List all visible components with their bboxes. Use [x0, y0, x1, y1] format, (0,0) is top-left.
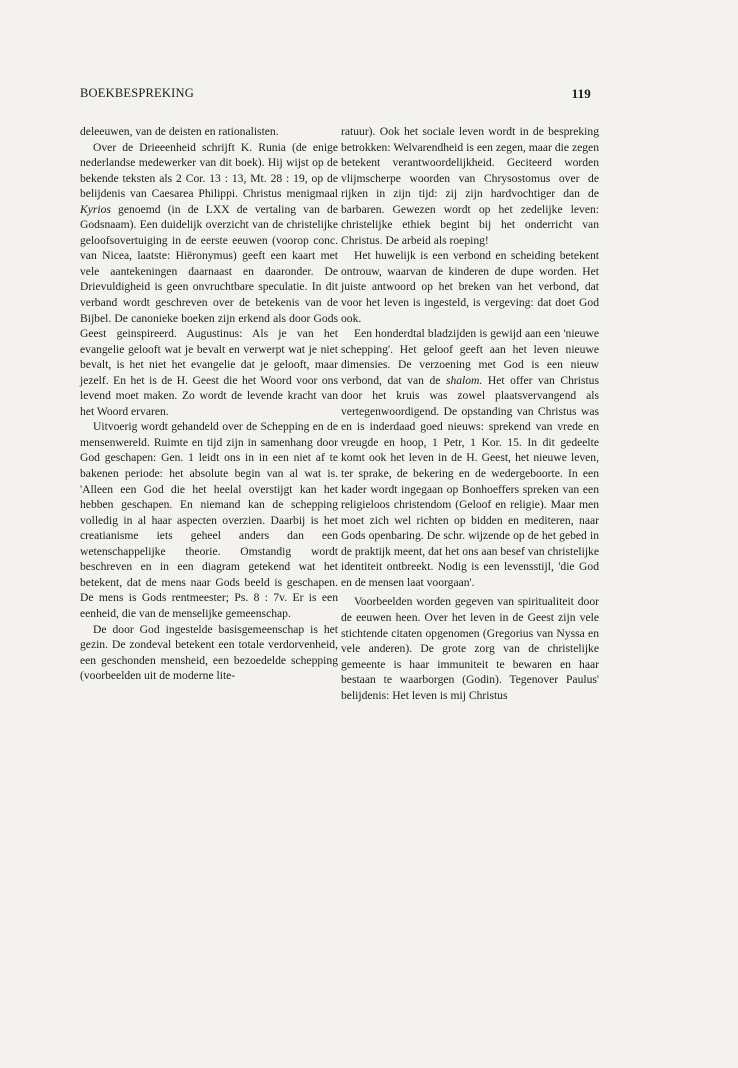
paragraph: ratuur). Ook het sociale leven wordt in de bespreking betrokken: Welvarendheid is een zegen, maar die zegen betekent verantwoordelijkheid. Geciteerd worden vlijmscherpe woorden van Chrysostomus over de rijken in zijn tijd: zij zijn hardvochtiger dan de barbaren. Gewezen wordt op het zedelijke leven: christelijke ethiek begint bij het onderricht van Christus. De arbeid als roeping!: [341, 125, 599, 247]
section-title: BOEKBESPREKING: [80, 86, 194, 100]
paragraph: [80, 140, 338, 420]
emphasis: Kyrios: [80, 202, 111, 216]
text-run: Het offer van Christus door het kruis was zowel plaatsvervangend als vertegenwoordigend. De opstanding van Christus was en is inderdaad goed nieuws: sprekend van vrede en vreugde en hoop, 1 Petr, 1 Kor. 15. In dit gedeelte komt ook het leven in de H. Geest, het nieuwe leven, ter sprake, de bekering en de wedergeboorte. In een kader wordt ingegaan op Bonhoeffers spreken van een religieloos christendom (Geloof en religie). Maar men moet zich wel richten op bidden en mediteren, naar Gods openbaring. De schr. wijzende op de het gebed in de praktijk meent, dat het ons aan besef van christelijke identiteit ontbreekt. Nodig is een levensstijl, 'die God en de mensen laat voorgaan'.: [341, 373, 599, 589]
paragraph: Voorbeelden worden gegeven van spiritualiteit door de eeuwen heen. Over het leven in de Geest zijn vele stichtende citaten opgenomen (Gregorius van Nyssa en vele anderen). De grote zorg van de christelijke gemeente is haar immuniteit te bewaren en haar bestaan te waarborgen (Godin). Tegenover Paulus' belijdenis: Het leven is mij Christus: [341, 595, 599, 702]
running-header: [80, 86, 591, 106]
paragraph: [341, 326, 599, 590]
paragraph: Het huwelijk is een verbond en scheiding betekent ontrouw, waarvan de kinderen de dupe worden. Het juiste antwoord op het breken van het verbond, dat voor het leven is ingesteld, is vergeving: dat doet God ook.: [341, 249, 599, 325]
page-number: 119: [571, 86, 591, 101]
emphasis: shalom.: [445, 373, 483, 387]
paragraph: Uitvoerig wordt gehandeld over de Schepping en de mensenwereld. Ruimte en tijd zijn in samenhang door God geschapen: Gen. 1 leidt ons in in een niet af te bakenen periode: het absolute begin van al wat is. 'Alleen een God die het heelal overstijgt kan het hebben geschapen. En niemand kan de schepping volledig in al haar aspecten overzien. Daarbij is het creatianisme iets geheel anders dan een wetenschappelijke theorie. Omstandig wordt beschreven en in een diagram getekend wat het betekent, dat de mens naar Gods beeld is geschapen. De mens is Gods rentmeester; Ps. 8 : 7v. Er is een eenheid, die van de menselijke gemeenschap.: [80, 420, 338, 620]
text-run: genoemd (in de LXX de vertaling van de Godsnaam). Een duidelijk overzicht van de christelijke geloofsovertuiging in de eerste eeuwen (voorop conc. van Nicea, laatste: Hiëronymus) geeft een kaart met vele aantekeningen daarnaast en daaronder. De Drievuldigheid is geen onvruchtbare speculatie. In dit verband wordt geschreven over de betekenis van de Bijbel. De canonieke boeken zijn erkend als door Gods Geest geinspireerd. Augustinus: Als je van het evangelie gelooft wat je bevalt en verwerpt wat je niet bevalt, is het niet het evangelie dat je gelooft, maar jezelf. En het is de H. Geest die het Woord voor ons levend moet maken. Zo wordt de levende kracht van het Woord ervaren.: [80, 202, 338, 418]
left-column: [80, 124, 338, 684]
text-run: Een honderdtal bladzijden is gewijd aan een 'nieuwe schepping'. Het geloof geeft aan het leven nieuwe dimensies. De verzoening met God is een nieuw verbond, dat van de: [341, 327, 599, 387]
text-run: Over de Drieeenheid schrijft K. Runia (de enige nederlandse medewerker van dit boek). Hij wijst op de bekende teksten als 2 Cor. 13 : 13, Mt. 28 : 19, op de belijdenis van Caesarea Philippi. Christus menigmaal: [80, 140, 338, 201]
right-column: [341, 124, 599, 703]
paragraph: De door God ingestelde basisgemeenschap is het gezin. De zondeval betekent een totale verdorvenheid, een geschonden mensheid, een bezoedelde schepping (voorbeelden uit de moderne lite-: [80, 622, 338, 683]
paragraph: deleeuwen, van de deisten en rationalisten.: [80, 125, 279, 138]
